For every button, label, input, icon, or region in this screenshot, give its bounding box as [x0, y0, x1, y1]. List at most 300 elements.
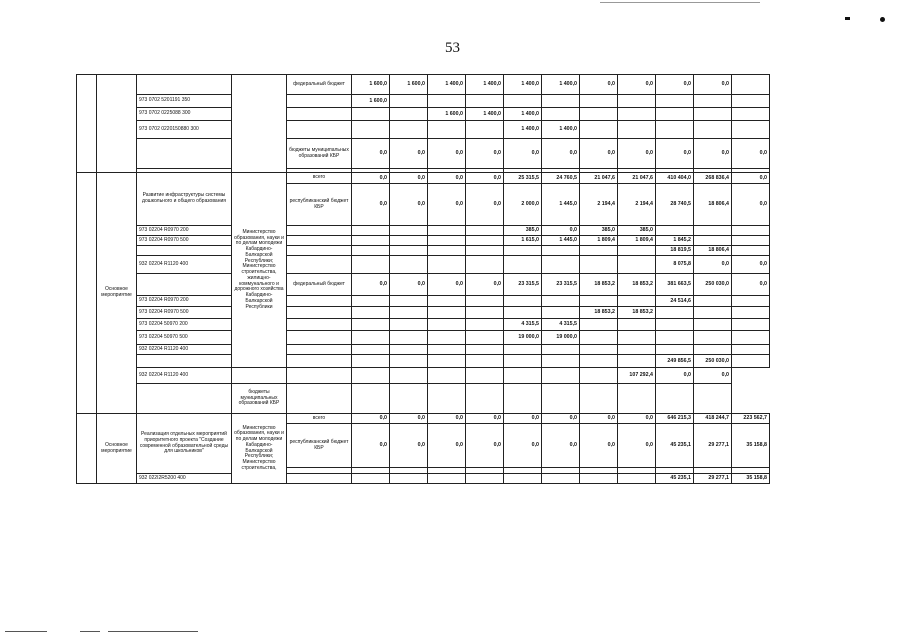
value-cell — [390, 368, 428, 384]
value-cell — [732, 355, 770, 368]
value-cell — [580, 296, 618, 307]
value-cell — [466, 121, 504, 139]
table-row — [77, 121, 770, 139]
value-cell — [390, 236, 428, 246]
gutter-cell — [77, 173, 97, 414]
code-cell: 932 02204 R1120 400 — [137, 345, 232, 355]
value-cell — [390, 319, 428, 331]
value-cell: 0,0 — [428, 173, 466, 184]
scan-dot-icon — [880, 17, 885, 22]
table-row — [77, 274, 770, 296]
value-cell: 25 315,5 — [504, 173, 542, 184]
value-cell: 0,0 — [580, 414, 618, 424]
executor-cell: Министерство образования, науки и по делам молодежи Кабардино-Балкарской Республики; Министерство строительства, жилищно-коммунального и дорожного хозяйства Кабардино-Балкарской Республики — [232, 173, 287, 368]
value-cell: 0,0 — [466, 274, 504, 296]
value-cell — [542, 307, 580, 319]
value-cell: 0,0 — [618, 139, 656, 169]
source-cell — [287, 246, 352, 256]
value-cell — [390, 345, 428, 355]
scan-mark-icon — [845, 17, 850, 20]
value-cell: 0,0 — [466, 184, 504, 226]
value-cell: 0,0 — [542, 139, 580, 169]
value-cell — [466, 246, 504, 256]
value-cell: 1 400,0 — [466, 108, 504, 121]
value-cell — [466, 384, 504, 414]
value-cell — [694, 108, 732, 121]
value-cell — [618, 355, 656, 368]
value-cell — [352, 355, 390, 368]
value-cell — [732, 75, 770, 95]
table-row — [77, 236, 770, 246]
value-cell: 381 663,5 — [656, 274, 694, 296]
value-cell: 385,0 — [618, 226, 656, 236]
value-cell — [732, 236, 770, 246]
value-cell: 1 809,4 — [580, 236, 618, 246]
code-cell: 973 02204 50970 200 — [137, 319, 232, 331]
source-cell — [232, 368, 287, 384]
value-cell — [428, 345, 466, 355]
value-cell — [504, 355, 542, 368]
value-cell: 1 445,0 — [542, 184, 580, 226]
value-cell — [694, 331, 732, 345]
table-row — [77, 368, 770, 384]
value-cell — [694, 236, 732, 246]
value-cell — [504, 384, 542, 414]
source-cell — [287, 108, 352, 121]
value-cell: 0,0 — [694, 368, 732, 384]
value-cell — [390, 355, 428, 368]
value-cell: 0,0 — [732, 173, 770, 184]
footer-rule — [108, 631, 198, 632]
value-cell: 18 819,5 — [656, 246, 694, 256]
value-cell — [466, 319, 504, 331]
value-cell — [732, 319, 770, 331]
source-cell — [287, 345, 352, 355]
value-cell — [732, 307, 770, 319]
value-cell — [618, 474, 656, 484]
value-cell: 250 030,0 — [694, 274, 732, 296]
code-cell — [137, 384, 232, 414]
value-cell: 35 158,8 — [732, 474, 770, 484]
value-cell: 24 514,6 — [656, 296, 694, 307]
value-cell — [618, 345, 656, 355]
value-cell — [542, 355, 580, 368]
value-cell — [542, 384, 580, 414]
value-cell: 0,0 — [618, 414, 656, 424]
value-cell: 0,0 — [618, 424, 656, 468]
value-cell — [390, 474, 428, 484]
value-cell — [466, 236, 504, 246]
value-cell: 18 853,2 — [580, 307, 618, 319]
value-cell: 8 075,8 — [656, 256, 694, 274]
value-cell: 1 400,0 — [504, 121, 542, 139]
value-cell: 0,0 — [390, 139, 428, 169]
value-cell — [694, 296, 732, 307]
value-cell — [580, 368, 618, 384]
value-cell — [656, 121, 694, 139]
executor-cell: Министерство образования, науки и по делам молодежи Кабардино-Балкарской Республики; Министерство строительства, — [232, 414, 287, 484]
value-cell: 0,0 — [390, 173, 428, 184]
code-cell: 973 0702 0225088 300 — [137, 108, 232, 121]
value-cell — [656, 226, 694, 236]
footer-rule — [5, 631, 47, 632]
value-cell — [428, 95, 466, 108]
value-cell: 0,0 — [732, 139, 770, 169]
value-cell: 0,0 — [504, 424, 542, 468]
value-cell — [390, 121, 428, 139]
source-cell: бюджеты муниципальных образований КБР — [287, 139, 352, 169]
value-cell — [580, 331, 618, 345]
value-cell — [542, 256, 580, 274]
value-cell: 0,0 — [732, 274, 770, 296]
table-row — [77, 246, 770, 256]
value-cell: 23 315,5 — [504, 274, 542, 296]
value-cell — [352, 121, 390, 139]
value-cell — [618, 296, 656, 307]
value-cell: 0,0 — [428, 424, 466, 468]
value-cell: 418 244,7 — [694, 414, 732, 424]
value-cell — [694, 319, 732, 331]
code-cell — [137, 274, 232, 296]
table-row — [77, 307, 770, 319]
value-cell: 18 853,2 — [580, 274, 618, 296]
value-cell — [656, 307, 694, 319]
value-cell: 23 315,5 — [542, 274, 580, 296]
source-cell: бюджеты муниципальных образований КБР — [232, 384, 287, 414]
value-cell: 18 806,4 — [694, 246, 732, 256]
value-cell — [580, 319, 618, 331]
value-cell — [352, 108, 390, 121]
value-cell — [580, 474, 618, 484]
event-name-cell: Развитие инфраструктуры системы дошкольного и общего образования — [137, 173, 232, 226]
value-cell — [466, 256, 504, 274]
source-cell: всего — [287, 173, 352, 184]
type-cell — [77, 75, 97, 173]
value-cell — [656, 108, 694, 121]
value-cell — [428, 331, 466, 345]
value-cell: 0,0 — [428, 184, 466, 226]
value-cell: 0,0 — [428, 139, 466, 169]
value-cell — [542, 296, 580, 307]
value-cell: 0,0 — [580, 75, 618, 95]
value-cell: 0,0 — [694, 139, 732, 169]
table-row — [77, 226, 770, 236]
value-cell — [618, 319, 656, 331]
code-cell — [137, 75, 232, 95]
value-cell: 0,0 — [618, 75, 656, 95]
value-cell — [580, 256, 618, 274]
value-cell: 0,0 — [390, 414, 428, 424]
value-cell: 0,0 — [390, 274, 428, 296]
value-cell — [466, 345, 504, 355]
value-cell: 0,0 — [694, 256, 732, 274]
value-cell: 2 000,0 — [504, 184, 542, 226]
value-cell: 29 277,1 — [694, 474, 732, 484]
value-cell — [694, 121, 732, 139]
table-row — [77, 108, 770, 121]
value-cell — [390, 246, 428, 256]
value-cell — [580, 121, 618, 139]
table-row — [77, 139, 770, 169]
source-cell: республиканский бюджет КБР — [287, 424, 352, 468]
value-cell — [542, 246, 580, 256]
value-cell — [352, 384, 390, 414]
event-type-cell: Основное мероприятие — [97, 414, 137, 484]
value-cell: 0,0 — [466, 173, 504, 184]
value-cell — [466, 307, 504, 319]
value-cell: 0,0 — [542, 226, 580, 236]
value-cell — [352, 474, 390, 484]
value-cell — [504, 256, 542, 274]
value-cell — [428, 368, 466, 384]
value-cell — [466, 355, 504, 368]
source-cell — [287, 331, 352, 345]
footer-rule — [80, 631, 100, 632]
value-cell — [287, 368, 352, 384]
value-cell: 21 047,6 — [580, 173, 618, 184]
value-cell — [580, 246, 618, 256]
value-cell — [390, 256, 428, 274]
value-cell: 0,0 — [656, 139, 694, 169]
value-cell — [428, 226, 466, 236]
value-cell — [428, 256, 466, 274]
value-cell: 1 400,0 — [542, 121, 580, 139]
value-cell — [618, 108, 656, 121]
value-cell: 0,0 — [656, 75, 694, 95]
value-cell — [694, 95, 732, 108]
source-cell — [287, 355, 352, 368]
value-cell — [580, 108, 618, 121]
value-cell — [732, 331, 770, 345]
value-cell: 249 856,5 — [656, 355, 694, 368]
value-cell — [466, 95, 504, 108]
value-cell — [428, 296, 466, 307]
value-cell: 0,0 — [656, 368, 694, 384]
value-cell: 24 760,5 — [542, 173, 580, 184]
event-name-cell — [97, 75, 137, 173]
value-cell — [428, 236, 466, 246]
value-cell — [428, 384, 466, 414]
value-cell — [618, 256, 656, 274]
value-cell: 1 600,0 — [352, 75, 390, 95]
value-cell — [656, 331, 694, 345]
value-cell — [352, 236, 390, 246]
table-row — [77, 75, 770, 95]
value-cell — [352, 226, 390, 236]
value-cell — [390, 95, 428, 108]
value-cell: 2 194,4 — [618, 184, 656, 226]
value-cell — [656, 95, 694, 108]
value-cell: 21 047,6 — [618, 173, 656, 184]
value-cell: 0,0 — [466, 414, 504, 424]
value-cell — [656, 384, 694, 414]
source-cell — [287, 236, 352, 246]
table-row — [77, 474, 770, 484]
value-cell — [428, 307, 466, 319]
value-cell: 0,0 — [352, 184, 390, 226]
code-cell: 973 02204 R0970 200 — [137, 296, 232, 307]
value-cell: 0,0 — [352, 274, 390, 296]
source-cell — [287, 307, 352, 319]
executor-cell — [232, 75, 287, 173]
value-cell — [466, 226, 504, 236]
value-cell: 2 194,4 — [580, 184, 618, 226]
value-cell: 0,0 — [352, 424, 390, 468]
value-cell — [732, 121, 770, 139]
value-cell — [352, 296, 390, 307]
value-cell: 1 400,0 — [428, 75, 466, 95]
value-cell: 45 235,1 — [656, 474, 694, 484]
value-cell — [390, 307, 428, 319]
value-cell — [656, 345, 694, 355]
value-cell — [504, 474, 542, 484]
value-cell: 410 404,0 — [656, 173, 694, 184]
value-cell: 0,0 — [390, 184, 428, 226]
value-cell — [466, 474, 504, 484]
value-cell — [504, 307, 542, 319]
value-cell: 385,0 — [580, 226, 618, 236]
source-cell — [287, 95, 352, 108]
source-cell — [287, 474, 352, 484]
value-cell: 28 740,5 — [656, 184, 694, 226]
value-cell: 0,0 — [542, 414, 580, 424]
value-cell: 646 215,3 — [656, 414, 694, 424]
source-cell — [287, 296, 352, 307]
value-cell: 1 400,0 — [542, 75, 580, 95]
value-cell — [732, 246, 770, 256]
value-cell — [732, 95, 770, 108]
event-type-cell: Основное мероприятие — [97, 173, 137, 414]
value-cell — [542, 345, 580, 355]
value-cell: 19 000,0 — [504, 331, 542, 345]
value-cell: 29 277,1 — [694, 424, 732, 468]
table-row — [77, 95, 770, 108]
code-cell: 973 02204 50970 500 — [137, 331, 232, 345]
source-cell: федеральный бюджет — [287, 75, 352, 95]
value-cell — [428, 121, 466, 139]
source-cell — [287, 226, 352, 236]
value-cell — [542, 95, 580, 108]
value-cell — [694, 384, 732, 414]
code-cell: 932 02204 R1120 400 — [137, 256, 232, 274]
value-cell — [504, 368, 542, 384]
code-cell: 973 02204 R0970 500 — [137, 236, 232, 246]
gutter-cell — [77, 414, 97, 484]
value-cell: 1 845,2 — [656, 236, 694, 246]
value-cell: 0,0 — [732, 184, 770, 226]
value-cell — [618, 331, 656, 345]
value-cell — [732, 345, 770, 355]
value-cell: 0,0 — [428, 274, 466, 296]
page-number: 53 — [445, 40, 460, 56]
source-cell: федеральный бюджет — [287, 274, 352, 296]
value-cell — [542, 108, 580, 121]
value-cell — [352, 331, 390, 345]
code-cell — [137, 246, 232, 256]
table-row — [77, 384, 770, 414]
value-cell: 1 809,4 — [618, 236, 656, 246]
value-cell: 0,0 — [580, 424, 618, 468]
value-cell — [580, 345, 618, 355]
value-cell — [618, 246, 656, 256]
value-cell — [694, 307, 732, 319]
value-cell — [390, 108, 428, 121]
source-cell — [287, 256, 352, 274]
value-cell — [694, 345, 732, 355]
value-cell: 0,0 — [694, 75, 732, 95]
table-row — [77, 296, 770, 307]
value-cell — [504, 345, 542, 355]
code-cell: 973 0702 0220150880 300 — [137, 121, 232, 139]
code-cell: 932 02204 R1120 400 — [137, 368, 232, 384]
value-cell: 385,0 — [504, 226, 542, 236]
value-cell: 1 600,0 — [352, 95, 390, 108]
value-cell — [732, 296, 770, 307]
value-cell — [428, 319, 466, 331]
value-cell — [352, 307, 390, 319]
value-cell — [352, 246, 390, 256]
value-cell — [580, 355, 618, 368]
value-cell: 0,0 — [580, 139, 618, 169]
value-cell: 35 158,8 — [732, 424, 770, 468]
value-cell: 250 030,0 — [694, 355, 732, 368]
event-name-cell: Реализация отдельных мероприятий приоритетного проекта "Создание современной образовательной среды для школьников" — [137, 414, 232, 474]
value-cell: 107 292,4 — [618, 368, 656, 384]
value-cell — [352, 345, 390, 355]
value-cell: 45 235,1 — [656, 424, 694, 468]
code-cell: 973 0702 5201191 350 — [137, 95, 232, 108]
value-cell — [390, 384, 428, 414]
table-row — [77, 355, 770, 368]
value-cell: 0,0 — [352, 173, 390, 184]
budget-table — [76, 74, 770, 484]
value-cell: 1 445,0 — [542, 236, 580, 246]
value-cell: 18 853,2 — [618, 274, 656, 296]
value-cell: 0,0 — [466, 139, 504, 169]
source-cell: республиканский бюджет КБР — [287, 184, 352, 226]
value-cell — [618, 384, 656, 414]
code-cell — [137, 139, 232, 169]
code-cell: 973 02204 R0970 200 — [137, 226, 232, 236]
value-cell: 0,0 — [352, 139, 390, 169]
value-cell: 19 000,0 — [542, 331, 580, 345]
value-cell: 0,0 — [504, 139, 542, 169]
value-cell — [287, 384, 352, 414]
value-cell: 0,0 — [504, 414, 542, 424]
value-cell — [732, 108, 770, 121]
value-cell: 0,0 — [428, 414, 466, 424]
value-cell — [428, 355, 466, 368]
value-cell: 4 315,5 — [504, 319, 542, 331]
value-cell — [542, 474, 580, 484]
value-cell — [732, 226, 770, 236]
value-cell — [618, 95, 656, 108]
value-cell: 18 853,2 — [618, 307, 656, 319]
value-cell: 1 400,0 — [466, 75, 504, 95]
value-cell — [428, 246, 466, 256]
value-cell — [466, 331, 504, 345]
value-cell: 223 562,7 — [732, 414, 770, 424]
value-cell — [504, 95, 542, 108]
value-cell — [390, 226, 428, 236]
value-cell: 18 806,4 — [694, 184, 732, 226]
table-row — [77, 256, 770, 274]
value-cell: 0,0 — [542, 424, 580, 468]
value-cell — [428, 474, 466, 484]
value-cell — [352, 319, 390, 331]
value-cell: 1 600,0 — [390, 75, 428, 95]
value-cell: 0,0 — [466, 424, 504, 468]
